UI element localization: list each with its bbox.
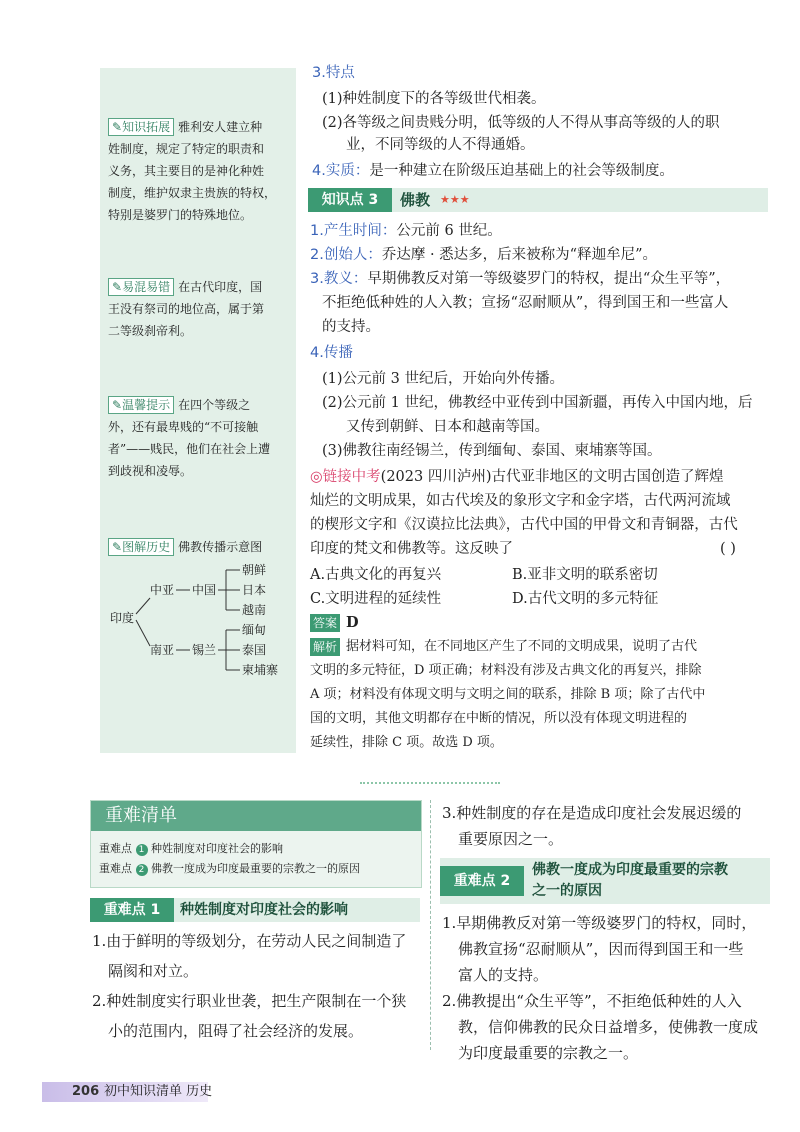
key-points-title: 重难清单 <box>91 801 421 831</box>
ext-line: 义务，其主要目的是神化种姓 <box>108 164 265 178</box>
d1-point-2: 2.种姓制度实行职业世袭，把生产限制在一个狭 <box>92 992 407 1010</box>
analysis-line: 国的文明，其他文明都存在中断的情况，所以没有体现文明进程的 <box>310 711 688 726</box>
ext-line: 特别是婆罗门的特殊地位。 <box>108 208 253 222</box>
time-line <box>310 220 502 242</box>
d1-point-2-cont: 小的范围内，阻碍了社会经济的发展。 <box>108 1022 364 1040</box>
d2-point-1: 1.早期佛教反对第一等级婆罗门的特权，同时， <box>442 914 757 932</box>
essence-line <box>312 160 674 182</box>
d1-point-1: 1.由于鲜明的等级划分，在劳动人民之间制造了 <box>92 932 407 950</box>
d2-title-line: 佛教一度成为印度最重要的宗教 <box>532 862 728 878</box>
d1-point-3: 3.种姓制度的存在是造成印度社会发展迟缓的 <box>442 804 742 822</box>
diagram-arrow <box>136 620 150 646</box>
key-point-item-1 <box>99 841 283 857</box>
key-point-text: 种姓制度对印度社会的影响 <box>151 842 283 855</box>
diagram-central-asia: 中亚 <box>150 583 175 597</box>
spread-item: (3)佛教往南经锡兰，传到缅甸、泰国、柬埔寨等国。 <box>322 443 662 459</box>
time-label: 1.产生时间： <box>310 223 397 239</box>
confusion-tag: ✎易混易错 <box>108 278 174 296</box>
diagram-vietnam: 越南 <box>242 603 267 617</box>
spread-item: (2)公元前 1 世纪，佛教经中亚传到中国新疆，再传入中国内地，后 <box>322 395 753 411</box>
essence-text: 是一种建立在阶级压迫基础上的社会等级制度。 <box>369 163 674 179</box>
exam-link-text: 印度的梵文和佛教等。这反映了 <box>310 541 513 557</box>
doctrine-text: 不拒绝低种姓的人入教；宣扬“忍耐顺从”，得到国王和一些富人 <box>322 295 729 311</box>
column-divider <box>430 800 431 1050</box>
diagram-title: 佛教传播示意图 <box>178 540 263 554</box>
diagram-korea: 朝鲜 <box>242 563 267 577</box>
doctrine-text: 的支持。 <box>322 319 380 335</box>
exam-link-label: ◎链接中考 <box>310 469 381 485</box>
analysis-line: 据材料可知，在不同地区产生了不同的文明成果，说明了古代 <box>346 639 698 654</box>
tip-line: 在四个等级之 <box>178 398 251 412</box>
diagram-arrow <box>136 598 150 614</box>
exam-link-text: 灿烂的文明成果，如古代埃及的象形文字和金字塔，古代两河流域 <box>310 493 731 509</box>
confuse-line: 二等级刹帝利。 <box>108 324 193 338</box>
answer-tag: 答案 <box>310 614 340 632</box>
d2-label: 重难点 2 <box>440 866 524 896</box>
doctrine-text: 早期佛教反对第一等级婆罗门的特权，提出“众生平等”， <box>367 271 731 287</box>
diagram-branch <box>218 630 240 670</box>
spread-item: (1)公元前 3 世纪后，开始向外传播。 <box>322 371 564 387</box>
spread-heading: 4.传播 <box>310 345 353 361</box>
answer-value: D <box>346 614 359 631</box>
feature-item: (2)各等级之间贵贱分明，低等级的人不得从事高等级的人的职 <box>322 115 720 131</box>
key-points-list <box>90 800 422 888</box>
key-point-number: 2 <box>136 864 148 876</box>
illustrated-history-tag-text: 图解历史 <box>122 540 171 554</box>
tip-line: 外，还有最卑贱的“不可接触 <box>108 420 259 434</box>
confusion-tag-text: 易混易错 <box>122 280 171 294</box>
analysis-line: 延续性，排除 C 项。故选 D 项。 <box>310 735 503 750</box>
spread-item: 又传到朝鲜、日本和越南等国。 <box>346 419 549 435</box>
time-text: 公元前 6 世纪。 <box>396 223 502 239</box>
exam-link-text: (2023 四川泸州)古代亚非地区的文明古国创造了辉煌 <box>380 469 724 485</box>
option-d: D.古代文明的多元特征 <box>512 591 659 607</box>
feature-item: (1)种姓制度下的各等级世代相袭。 <box>322 91 546 107</box>
section-divider <box>360 782 500 784</box>
knowledge-extension <box>108 116 292 226</box>
d1-title: 种姓制度对印度社会的影响 <box>180 902 348 918</box>
warm-tip-tag: ✎温馨提示 <box>108 396 174 414</box>
diagram-india: 印度 <box>110 611 135 625</box>
warm-tip <box>108 394 292 482</box>
exam-link-text: 的楔形文字和《汉谟拉比法典》，古代中国的甲骨文和青铜器，古代 <box>310 517 738 533</box>
doctrine-label: 3.教义： <box>310 271 368 287</box>
d1-point-1-cont: 隔阂和对立。 <box>108 962 199 980</box>
feature-item: 业，不同等级的人不得通婚。 <box>346 137 535 153</box>
d2-point-2-cont: 为印度最重要的宗教之一。 <box>458 1044 639 1062</box>
diagram-branch <box>218 570 240 610</box>
ext-line: 姓制度，规定了特定的职责和 <box>108 142 265 156</box>
key-point-item-2 <box>99 861 360 877</box>
d2-point-1-cont: 佛教宣扬“忍耐顺从”，因而得到国王和一些 <box>458 940 744 958</box>
kp3-title: 佛教 <box>400 191 431 209</box>
knowledge-extension-tag: ✎知识拓展 <box>108 118 174 136</box>
doctrine-line <box>310 268 730 290</box>
option-c: C.文明进程的延续性 <box>310 591 442 607</box>
diagram-srilanka: 锡兰 <box>192 643 217 657</box>
confuse-line: 王没有祭司的地位高，属于第 <box>108 302 265 316</box>
buddhism-spread-diagram <box>100 558 296 678</box>
key-point-text: 佛教一度成为印度最重要的宗教之一的原因 <box>151 862 360 875</box>
ext-line: 雅利安人建立种 <box>178 120 263 134</box>
diagram-china: 中国 <box>192 583 217 597</box>
analysis-line: 文明的多元特征，D 项正确；材料没有涉及古典文化的再复兴，排除 <box>310 663 702 678</box>
page-number: 206 <box>72 1084 100 1099</box>
ext-line: 制度，维护奴隶主贵族的特权， <box>108 186 277 200</box>
d1-point-3-cont: 重要原因之一。 <box>458 830 564 848</box>
tip-line: 到歧视和凌辱。 <box>108 464 193 478</box>
analysis-tag: 解析 <box>310 638 340 656</box>
exam-link-line <box>310 466 723 488</box>
confusion-note <box>108 276 292 342</box>
confuse-line: 在古代印度，国 <box>178 280 263 294</box>
essence-label: 4.实质： <box>312 163 370 179</box>
tip-line: 者”——贱民，他们在社会上遭 <box>108 442 271 456</box>
option-b: B.亚非文明的联系密切 <box>512 567 658 583</box>
founder-text: 乔达摩 · 悉达多，后来被称为“释迦牟尼”。 <box>381 247 657 263</box>
kp3-label: 知识点 3 <box>308 188 392 212</box>
d2-point-2-cont: 教，信仰佛教的民众日益增多，使佛教一度成 <box>458 1018 759 1036</box>
diagram-thailand: 泰国 <box>242 643 267 657</box>
d2-point-2: 2.佛教提出“众生平等”，不拒绝低种姓的人入 <box>442 992 742 1010</box>
analysis-line: A 项；材料没有体现文明与文明之间的联系，排除 B 项；除了古代中 <box>310 687 706 702</box>
book-title: 初中知识清单 历史 <box>104 1084 213 1099</box>
founder-line <box>310 244 657 266</box>
features-heading: 3.特点 <box>312 65 355 81</box>
founder-label: 2.创始人： <box>310 247 382 263</box>
diagram-burma: 缅甸 <box>242 623 267 637</box>
d2-title-line: 之一的原因 <box>532 883 602 899</box>
illustrated-history <box>108 536 292 558</box>
diagram-south-asia: 南亚 <box>150 643 175 657</box>
answer-blank: ( ) <box>720 541 736 557</box>
knowledge-extension-tag-text: 知识拓展 <box>122 120 171 134</box>
key-point-prefix: 重难点 <box>99 842 132 855</box>
diagram-japan: 日本 <box>242 583 267 597</box>
d2-point-1-cont: 富人的支持。 <box>458 966 549 984</box>
diagram-cambodia: 柬埔寨 <box>242 663 279 677</box>
key-point-prefix: 重难点 <box>99 862 132 875</box>
option-a: A.古典文化的再复兴 <box>310 567 442 583</box>
kp3-stars: ★★★ <box>440 193 470 206</box>
illustrated-history-tag: ✎图解历史 <box>108 538 174 556</box>
key-point-number: 1 <box>136 844 148 856</box>
warm-tip-tag-text: 温馨提示 <box>122 398 171 412</box>
sidebar <box>100 68 296 753</box>
d1-label: 重难点 1 <box>90 898 174 922</box>
